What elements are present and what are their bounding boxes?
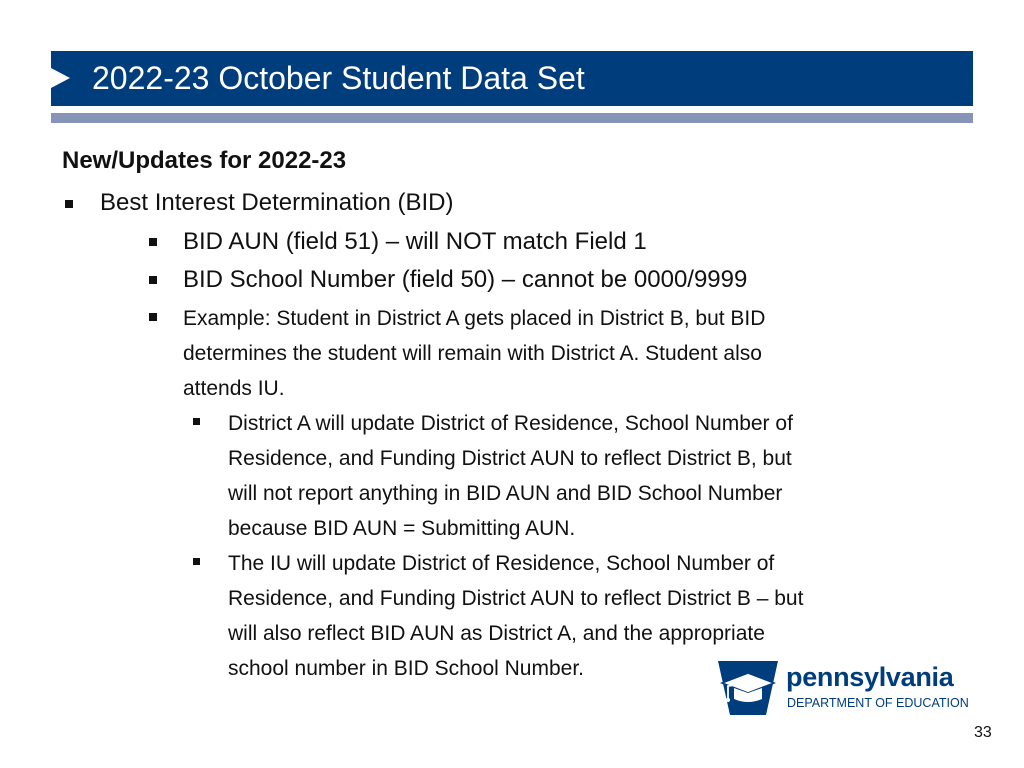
square-bullet-icon [149,238,157,246]
example-line: Example: Student in District A gets placed in District B, but BID [183,307,766,330]
sub-line: Residence, and Funding District AUN to reflect District B, but [228,447,792,470]
sub-line: Residence, and Funding District AUN to reflect District B – but [228,587,804,610]
sub-line: will also reflect BID AUN as District A, and the appropriate [228,622,765,645]
keystone-graduation-cap-icon [716,655,780,717]
square-bullet-icon [193,418,200,425]
square-bullet-icon [193,558,200,565]
example-line: determines the student will remain with District A. Student also [183,342,762,365]
bullet-text: BID School Number (field 50) – cannot be 0000/9999 [183,266,748,293]
accent-bar [51,113,973,123]
sub-line: The IU will update District of Residence, School Number of [228,552,775,575]
example-line: attends IU. [183,377,285,400]
page-number: 33 [974,724,992,741]
logo-subtitle: DEPARTMENT OF EDUCATION [787,696,969,710]
square-bullet-icon [149,313,157,321]
sub-line: because BID AUN = Submitting AUN. [228,517,576,540]
square-bullet-icon [149,276,157,284]
sub-line: school number in BID School Number. [228,657,585,680]
sub-line: will not report anything in BID AUN and BID School Number [228,482,783,505]
bullet-text: BID AUN (field 51) – will NOT match Field 1 [183,228,647,255]
title-arrow-icon [51,68,70,88]
bullet-text: Best Interest Determination (BID) [100,189,454,216]
slide-title: 2022-23 October Student Data Set [92,60,585,96]
logo-name: pennsylvania [786,662,954,692]
section-heading: New/Updates for 2022-23 [62,147,347,174]
square-bullet-icon [65,200,73,208]
sub-line: District A will update District of Residence, School Number of [228,412,793,435]
